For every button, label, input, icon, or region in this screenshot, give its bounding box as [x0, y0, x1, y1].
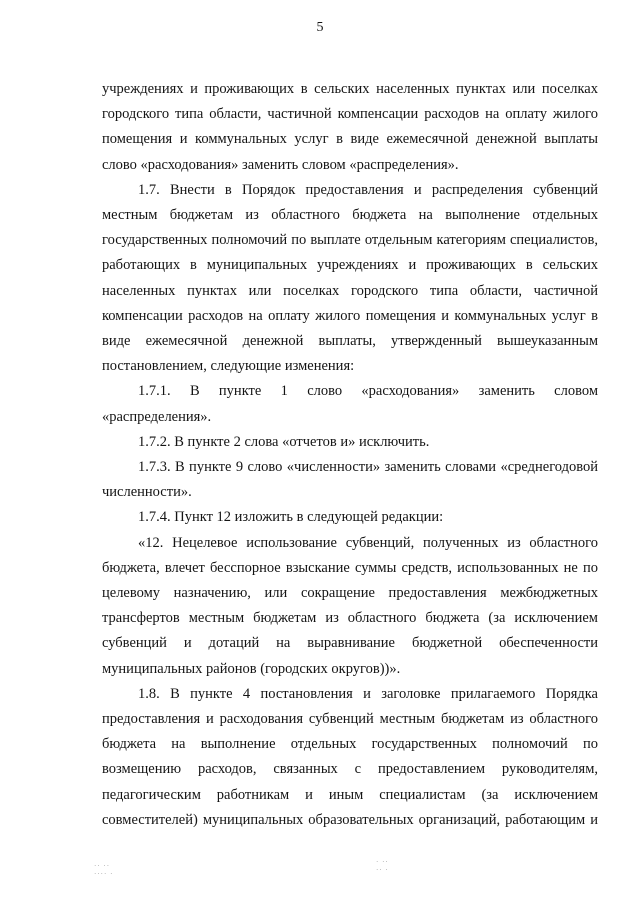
- paragraph-1-7-4: 1.7.4. Пункт 12 изложить в следующей редакции:: [138, 509, 444, 526]
- scan-artifact-center: · ·· ·· ·: [376, 858, 389, 874]
- paragraph-1-7-3: 1.7.3. В пункте 9 слово «численности» заменить словами «среднегодовой численности».: [102, 459, 598, 501]
- page-number: 5: [316, 20, 324, 35]
- paragraph-1-7: 1.7. Внести в Порядок предоставления и распределения субвенций местным бюджетам из областного бюджета на выполнение отдельных государственных полномочий по выплате отдельным категориям специалистов, работающих в муниципальных учреждениях и проживающих в сельских населенных пунктах или поселках городского типа области, частичной компенсации расходов на оплату жилого помещения и коммунальных услуг в виде ежемесячной денежной выплаты, утвержденный вышеуказанным постановлением, следующие изменения:: [102, 181, 598, 375]
- scan-artifact-left: ·· ·· ···· ·: [94, 862, 114, 878]
- paragraph-1-7-1: 1.7.1. В пункте 1 слово «расходования» заменить словом «распределения».: [102, 383, 598, 425]
- paragraph-continuation: учреждениях и проживающих в сельских населенных пунктах или поселках городского типа области, частичной компенсации расходов на оплату жилого помещения и коммунальных услуг в виде ежемесячной денежной выплаты слово «расходования» заменить словом «распределения».: [102, 81, 598, 173]
- paragraph-quote-12: «12. Нецелевое использование субвенций, полученных из областного бюджета, влечет бесспорное взыскание суммы средств, использованных не по целевому назначению, или сокращение предоставления межбюджетных трансфертов местным бюджетам из областного бюджета (за исключением субвенций и дотаций на выравнивание бюджетной обеспеченности муниципальных районов (городских округов))».: [102, 534, 598, 677]
- paragraph-1-8: 1.8. В пункте 4 постановления и заголовке прилагаемого Порядка предоставления и расходования субвенций местным бюджетам из областного бюджета на выполнение отдельных государственных полномочий по возмещению расходов, связанных с предоставлением руководителям, педагогическим работникам и иным специалистам (за исключением совместителей) муниципальных образовательных организаций, работающим и: [102, 685, 598, 828]
- paragraph-1-7-2: 1.7.2. В пункте 2 слова «отчетов и» исключить.: [138, 433, 430, 450]
- document-body: [102, 77, 598, 833]
